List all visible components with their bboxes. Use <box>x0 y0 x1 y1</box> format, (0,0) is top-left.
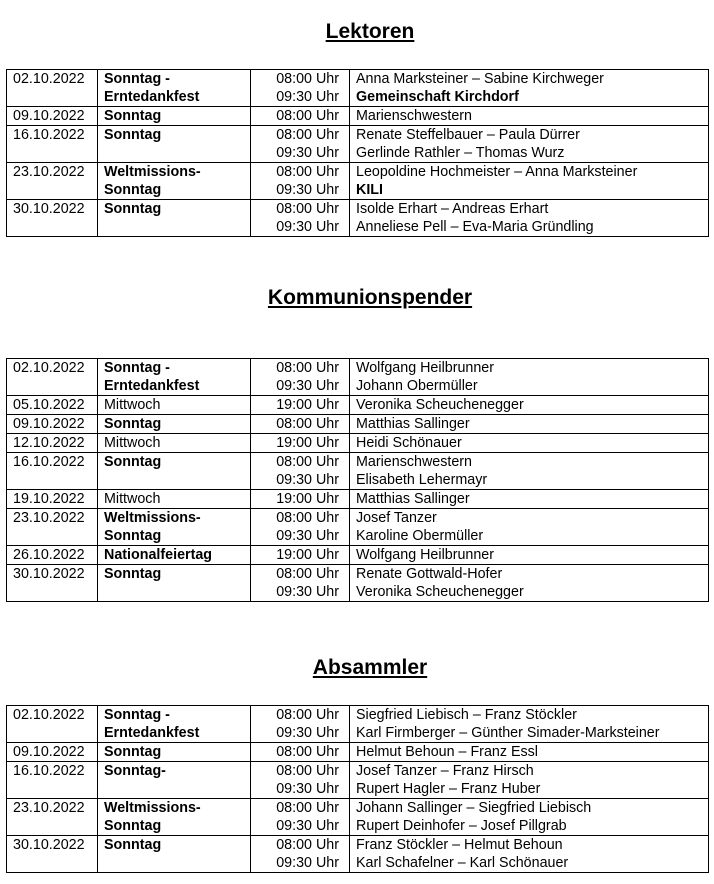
assigned-names: Karl Firmberger – Günther Simader-Marksteiner <box>356 725 660 741</box>
table-row <box>7 126 709 163</box>
time-text: 08:00 Uhr <box>276 108 339 124</box>
time-cell <box>251 434 350 453</box>
time-text: 08:00 Uhr <box>276 127 339 143</box>
time-text: 09:30 Uhr <box>276 145 339 161</box>
time-cell <box>251 453 350 490</box>
date-cell <box>7 565 98 602</box>
names-cell <box>350 396 709 415</box>
time-text: 09:30 Uhr <box>276 182 339 198</box>
occasion-cell <box>98 509 251 546</box>
occasion-cell <box>98 126 251 163</box>
date-text: 19.10.2022 <box>13 491 85 507</box>
time-text: 09:30 Uhr <box>276 528 339 544</box>
occasion-text: Sonntag <box>104 454 162 470</box>
time-cell <box>251 706 350 743</box>
occasion-text: Sonntag <box>104 182 162 198</box>
time-cell <box>251 200 350 237</box>
time-cell <box>251 509 350 546</box>
time-text: 19:00 Uhr <box>276 435 339 451</box>
time-text: 09:30 Uhr <box>276 472 339 488</box>
schedule-table-absammler <box>6 705 709 873</box>
table-row <box>7 706 709 743</box>
date-text: 09.10.2022 <box>13 108 85 124</box>
time-text: 09:30 Uhr <box>276 89 339 105</box>
time-text: 19:00 Uhr <box>276 491 339 507</box>
table-row <box>7 163 709 200</box>
table-row <box>7 490 709 509</box>
time-text: 09:30 Uhr <box>276 725 339 741</box>
assigned-names: Gerlinde Rathler – Thomas Wurz <box>356 145 565 161</box>
occasion-cell <box>98 415 251 434</box>
time-cell <box>251 743 350 762</box>
assigned-names: Karoline Obermüller <box>356 528 484 544</box>
time-text: 09:30 Uhr <box>276 781 339 797</box>
date-cell <box>7 200 98 237</box>
occasion-cell <box>98 546 251 565</box>
names-cell <box>350 509 709 546</box>
date-cell <box>7 509 98 546</box>
names-cell <box>350 762 709 799</box>
time-text: 08:00 Uhr <box>276 800 339 816</box>
names-cell <box>350 163 709 200</box>
occasion-text: Sonntag - <box>104 707 170 723</box>
assigned-names: Marienschwestern <box>356 108 473 124</box>
assigned-names: Rupert Deinhofer – Josef Pillgrab <box>356 818 567 834</box>
table-row <box>7 453 709 490</box>
time-cell <box>251 490 350 509</box>
time-cell <box>251 359 350 396</box>
time-text: 09:30 Uhr <box>276 855 339 871</box>
occasion-text: Mittwoch <box>104 397 161 413</box>
occasion-text: Sonntag - <box>104 360 170 376</box>
date-text: 16.10.2022 <box>13 454 85 470</box>
assigned-names: Elisabeth Lehermayr <box>356 472 488 488</box>
time-cell <box>251 163 350 200</box>
time-cell <box>251 107 350 126</box>
names-cell <box>350 490 709 509</box>
table-row <box>7 836 709 873</box>
names-cell <box>350 565 709 602</box>
occasion-cell <box>98 490 251 509</box>
time-text: 08:00 Uhr <box>276 837 339 853</box>
occasion-cell <box>98 762 251 799</box>
assigned-names: Veronika Scheuchenegger <box>356 397 524 413</box>
names-cell <box>350 107 709 126</box>
date-text: 30.10.2022 <box>13 566 85 582</box>
time-cell <box>251 565 350 602</box>
assigned-names: Isolde Erhart – Andreas Erhart <box>356 201 549 217</box>
date-cell <box>7 706 98 743</box>
names-cell <box>350 200 709 237</box>
names-cell <box>350 799 709 836</box>
table-row <box>7 546 709 565</box>
time-text: 08:00 Uhr <box>276 201 339 217</box>
assigned-names: Anneliese Pell – Eva-Maria Gründling <box>356 219 594 235</box>
occasion-cell <box>98 200 251 237</box>
occasion-cell <box>98 565 251 602</box>
time-text: 08:00 Uhr <box>276 164 339 180</box>
assigned-names: Rupert Hagler – Franz Huber <box>356 781 541 797</box>
names-cell <box>350 70 709 107</box>
date-cell <box>7 126 98 163</box>
occasion-cell <box>98 163 251 200</box>
assigned-names: Marienschwestern <box>356 454 473 470</box>
time-text: 08:00 Uhr <box>276 510 339 526</box>
date-cell <box>7 743 98 762</box>
occasion-text: Sonntag <box>104 108 162 124</box>
date-text: 05.10.2022 <box>13 397 85 413</box>
time-text: 09:30 Uhr <box>276 584 339 600</box>
date-cell <box>7 546 98 565</box>
date-text: 16.10.2022 <box>13 127 85 143</box>
time-text: 08:00 Uhr <box>276 707 339 723</box>
date-text: 02.10.2022 <box>13 71 85 87</box>
names-cell <box>350 126 709 163</box>
time-text: 08:00 Uhr <box>276 360 339 376</box>
table-row <box>7 509 709 546</box>
time-cell <box>251 415 350 434</box>
assigned-names: Siegfried Liebisch – Franz Stöckler <box>356 707 577 723</box>
time-text: 08:00 Uhr <box>276 744 339 760</box>
date-cell <box>7 490 98 509</box>
assigned-names: Wolfgang Heilbrunner <box>356 360 495 376</box>
occasion-text: Weltmissions- <box>104 164 201 180</box>
assigned-names: KILI <box>356 182 384 198</box>
date-text: 09.10.2022 <box>13 744 85 760</box>
occasion-text: Erntedankfest <box>104 89 200 105</box>
assigned-names: Josef Tanzer <box>356 510 437 526</box>
table-row <box>7 743 709 762</box>
occasion-cell <box>98 70 251 107</box>
occasion-text: Sonntag <box>104 566 162 582</box>
time-text: 09:30 Uhr <box>276 818 339 834</box>
occasion-cell <box>98 743 251 762</box>
assigned-names: Helmut Behoun – Franz Essl <box>356 744 538 760</box>
time-text: 08:00 Uhr <box>276 763 339 779</box>
table-row <box>7 762 709 799</box>
assigned-names: Karl Schafelner – Karl Schönauer <box>356 855 569 871</box>
assigned-names: Leopoldine Hochmeister – Anna Marksteiner <box>356 164 638 180</box>
occasion-text: Erntedankfest <box>104 378 200 394</box>
date-cell <box>7 70 98 107</box>
date-text: 02.10.2022 <box>13 707 85 723</box>
date-cell <box>7 396 98 415</box>
date-text: 16.10.2022 <box>13 763 85 779</box>
occasion-text: Sonntag- <box>104 763 166 779</box>
schedule-table-kommunionspender <box>6 358 709 602</box>
date-cell <box>7 762 98 799</box>
assigned-names: Gemeinschaft Kirchdorf <box>356 89 519 105</box>
occasion-text: Mittwoch <box>104 435 161 451</box>
date-cell <box>7 163 98 200</box>
time-cell <box>251 70 350 107</box>
names-cell <box>350 359 709 396</box>
names-cell <box>350 743 709 762</box>
occasion-text: Sonntag <box>104 528 162 544</box>
time-text: 09:30 Uhr <box>276 219 339 235</box>
date-text: 30.10.2022 <box>13 201 85 217</box>
assigned-names: Wolfgang Heilbrunner <box>356 547 495 563</box>
assigned-names: Johann Obermüller <box>356 378 478 394</box>
occasion-cell <box>98 107 251 126</box>
names-cell <box>350 434 709 453</box>
time-text: 09:30 Uhr <box>276 378 339 394</box>
table-row <box>7 70 709 107</box>
occasion-text: Sonntag - <box>104 71 170 87</box>
date-text: 26.10.2022 <box>13 547 85 563</box>
assigned-names: Renate Steffelbauer – Paula Dürrer <box>356 127 580 143</box>
occasion-text: Sonntag <box>104 744 162 760</box>
time-text: 08:00 Uhr <box>276 416 339 432</box>
date-text: 23.10.2022 <box>13 164 85 180</box>
time-cell <box>251 396 350 415</box>
time-cell <box>251 799 350 836</box>
time-text: 19:00 Uhr <box>276 397 339 413</box>
occasion-text: Weltmissions- <box>104 510 201 526</box>
table-row <box>7 434 709 453</box>
date-text: 12.10.2022 <box>13 435 85 451</box>
schedule-table-lektoren <box>6 69 709 237</box>
assigned-names: Heidi Schönauer <box>356 435 462 451</box>
time-text: 08:00 Uhr <box>276 454 339 470</box>
occasion-text: Mittwoch <box>104 491 161 507</box>
occasion-cell <box>98 396 251 415</box>
date-cell <box>7 359 98 396</box>
names-cell <box>350 706 709 743</box>
date-cell <box>7 453 98 490</box>
assigned-names: Matthias Sallinger <box>356 416 470 432</box>
assigned-names: Renate Gottwald-Hofer <box>356 566 503 582</box>
occasion-text: Sonntag <box>104 416 162 432</box>
table-row <box>7 200 709 237</box>
time-cell <box>251 762 350 799</box>
table-row <box>7 107 709 126</box>
date-cell <box>7 415 98 434</box>
occasion-cell <box>98 434 251 453</box>
table-row <box>7 359 709 396</box>
occasion-text: Sonntag <box>104 127 162 143</box>
table-row <box>7 565 709 602</box>
date-text: 23.10.2022 <box>13 800 85 816</box>
occasion-text: Sonntag <box>104 201 162 217</box>
section-title-absammler: Absammler <box>312 656 428 679</box>
names-cell <box>350 836 709 873</box>
assigned-names: Veronika Scheuchenegger <box>356 584 524 600</box>
assigned-names: Matthias Sallinger <box>356 491 470 507</box>
time-cell <box>251 546 350 565</box>
date-cell <box>7 799 98 836</box>
date-text: 30.10.2022 <box>13 837 85 853</box>
date-cell <box>7 836 98 873</box>
occasion-cell <box>98 799 251 836</box>
occasion-text: Nationalfeiertag <box>104 547 213 563</box>
occasion-cell <box>98 836 251 873</box>
occasion-cell <box>98 359 251 396</box>
section-title-lektoren: Lektoren <box>325 20 415 43</box>
date-text: 23.10.2022 <box>13 510 85 526</box>
table-row <box>7 396 709 415</box>
occasion-text: Sonntag <box>104 818 162 834</box>
assigned-names: Josef Tanzer – Franz Hirsch <box>356 763 534 779</box>
date-text: 02.10.2022 <box>13 360 85 376</box>
section-title-kommunionspender: Kommunionspender <box>267 286 473 309</box>
time-cell <box>251 836 350 873</box>
time-text: 08:00 Uhr <box>276 71 339 87</box>
occasion-text: Sonntag <box>104 837 162 853</box>
date-cell <box>7 107 98 126</box>
occasion-text: Weltmissions- <box>104 800 201 816</box>
date-cell <box>7 434 98 453</box>
occasion-cell <box>98 453 251 490</box>
time-text: 08:00 Uhr <box>276 566 339 582</box>
names-cell <box>350 453 709 490</box>
time-text: 19:00 Uhr <box>276 547 339 563</box>
date-text: 09.10.2022 <box>13 416 85 432</box>
occasion-text: Erntedankfest <box>104 725 200 741</box>
names-cell <box>350 415 709 434</box>
names-cell <box>350 546 709 565</box>
assigned-names: Franz Stöckler – Helmut Behoun <box>356 837 563 853</box>
assigned-names: Johann Sallinger – Siegfried Liebisch <box>356 800 592 816</box>
time-cell <box>251 126 350 163</box>
occasion-cell <box>98 706 251 743</box>
table-row <box>7 415 709 434</box>
table-row <box>7 799 709 836</box>
assigned-names: Anna Marksteiner – Sabine Kirchweger <box>356 71 604 87</box>
